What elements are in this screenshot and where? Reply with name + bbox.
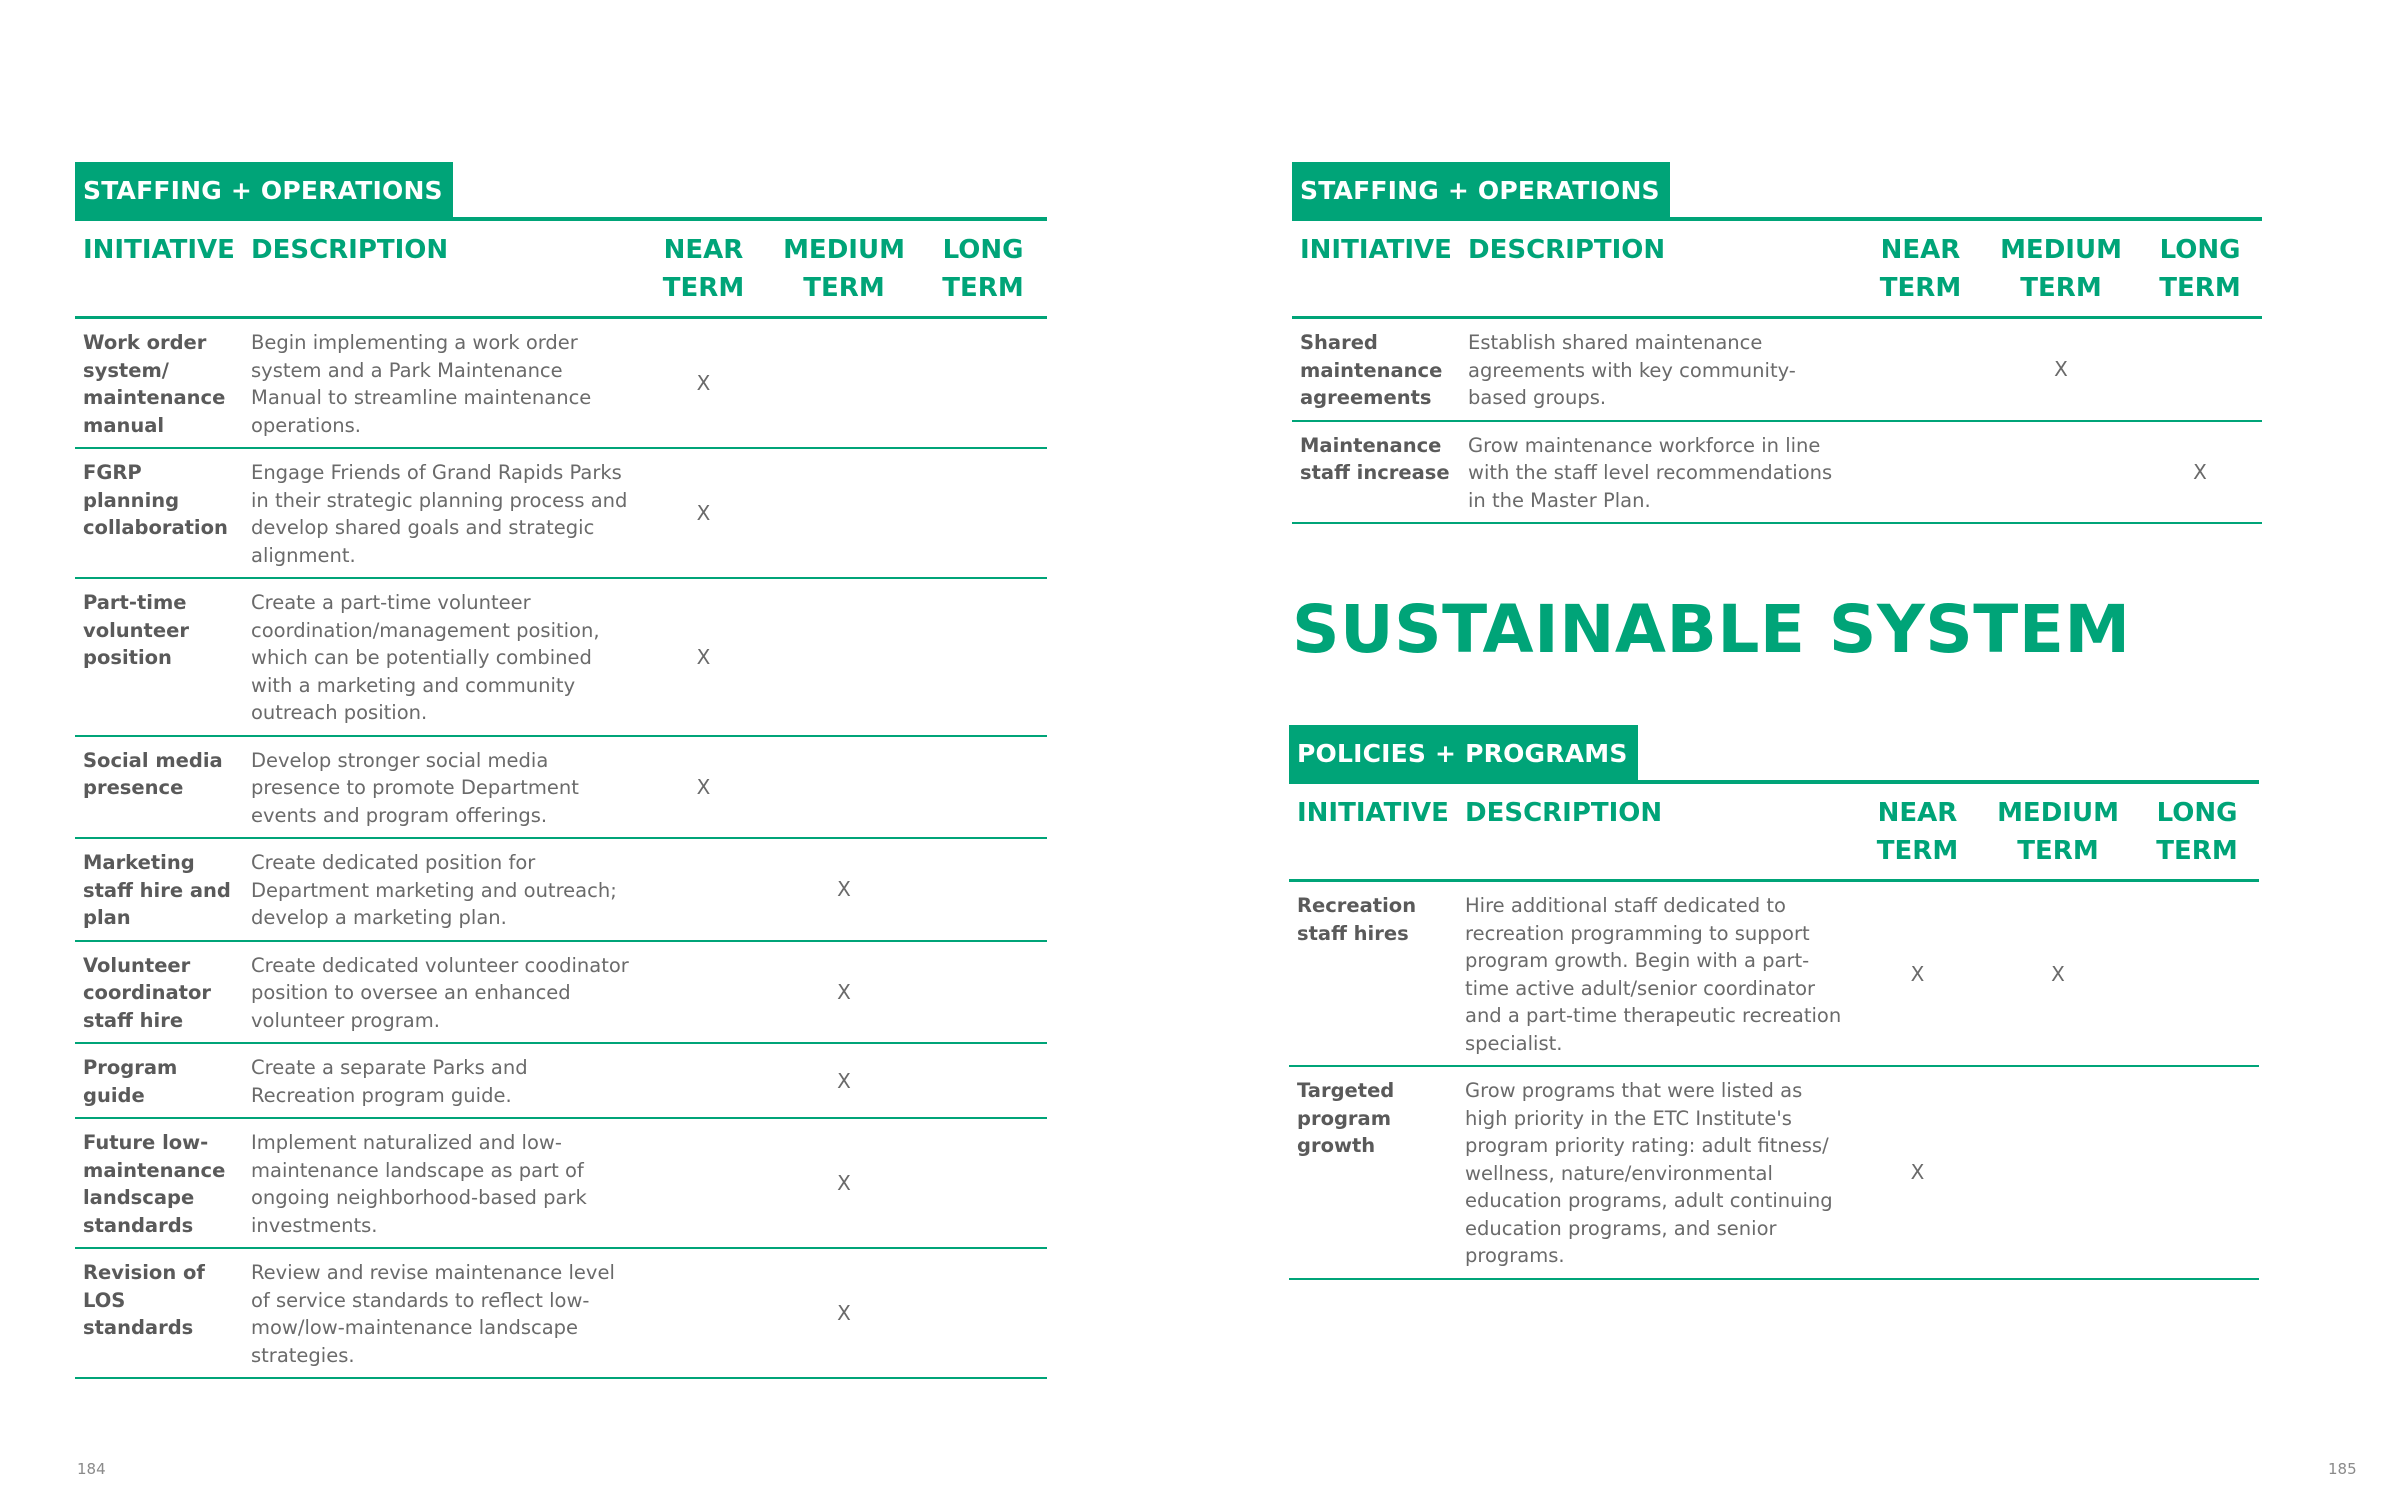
row-description: Create dedicated volunteer coodinator position to oversee an enhanced volunteer program. [251, 953, 629, 1032]
table-row [75, 1044, 1047, 1119]
row-initiative: Targeted program growth [1297, 1079, 1395, 1157]
row-initiative: Shared maintenance agreements [1300, 331, 1443, 409]
medium-term-mark: X [837, 1301, 851, 1325]
long-term-mark [2133, 882, 2261, 1065]
medium-term-mark: X [837, 877, 851, 902]
long-term-mark [919, 839, 1047, 940]
medium-term-mark: X [837, 979, 851, 1004]
header-description: DESCRIPTION [1465, 798, 1663, 828]
medium-term-mark [769, 319, 919, 447]
header-medium-term: MEDIUM TERM [1997, 798, 2119, 866]
table-body [1292, 319, 2262, 524]
long-term-mark [919, 1249, 1047, 1377]
header-description: DESCRIPTION [1468, 235, 1666, 265]
table-header [1289, 784, 2259, 882]
row-initiative: Work order system/ maintenance manual [83, 331, 226, 437]
row-description: Create a separate Parks and Recreation program guide. [251, 1056, 528, 1107]
medium-term-mark [769, 449, 919, 577]
row-description: Establish shared maintenance agreements with key community-based groups. [1468, 331, 1796, 409]
table-row [1292, 422, 2262, 525]
table-row [1292, 319, 2262, 422]
near-term-mark: X [696, 644, 711, 669]
long-term-mark [919, 1119, 1047, 1247]
long-term-mark [2133, 1067, 2261, 1278]
row-description: Grow programs that were listed as high priority in the ETC Institute's program priority rating: adult fitness/ wellness, nature/environmental education programs, adult continuing education programs, and senior programs. [1465, 1079, 1833, 1267]
section-tag: STAFFING + OPERATIONS [75, 162, 453, 217]
row-description: Create dedicated position for Department marketing and outreach; develop a marketing plan. [251, 851, 617, 929]
near-term-mark: X [1910, 1160, 1925, 1185]
row-initiative: Program guide [83, 1056, 178, 1107]
section-title: SUSTAINABLE SYSTEM [1292, 591, 2131, 668]
row-initiative: Future low-maintenance landscape standards [83, 1131, 226, 1237]
near-term-mark [638, 942, 769, 1043]
long-term-mark [919, 737, 1047, 838]
medium-term-mark: X [2054, 357, 2068, 382]
medium-term-mark [769, 579, 919, 735]
table-row [75, 579, 1047, 737]
long-term-mark [2136, 319, 2264, 420]
medium-term-mark: X [837, 1068, 851, 1093]
page-number-left: 184 [77, 1460, 106, 1478]
header-medium-term: MEDIUM TERM [2000, 235, 2122, 303]
long-term-mark [919, 319, 1047, 447]
table-row [75, 839, 1047, 942]
table-row [75, 1119, 1047, 1249]
table-header [75, 221, 1047, 319]
long-term-mark [919, 579, 1047, 735]
table-tag [1289, 725, 2259, 780]
header-initiative: INITIATIVE [1300, 235, 1452, 265]
near-term-mark: X [1910, 961, 1925, 986]
near-term-mark: X [696, 371, 711, 395]
section-tag: POLICIES + PROGRAMS [1289, 725, 1638, 780]
header-long-term: LONG TERM [942, 235, 1024, 303]
page-number-right: 185 [2328, 1460, 2357, 1478]
near-term-mark: X [696, 774, 711, 799]
policies-programs-table [1289, 725, 2259, 1280]
header-near-term: NEAR TERM [1879, 235, 1962, 303]
near-term-mark [638, 839, 769, 940]
table-header [1292, 221, 2262, 319]
table-row [75, 942, 1047, 1045]
table-row [75, 449, 1047, 579]
near-term-mark [638, 1044, 769, 1117]
row-initiative: Social media presence [83, 748, 223, 799]
near-term-mark [1855, 319, 1986, 420]
row-description: Begin implementing a work order system and a Park Maintenance Manual to streamline maintenance operations. [251, 331, 592, 437]
long-term-mark [919, 942, 1047, 1043]
table-tag [75, 162, 1047, 217]
table-row [1289, 882, 2259, 1067]
medium-term-mark [1986, 422, 2136, 523]
row-initiative: Maintenance staff increase [1300, 433, 1450, 484]
table-row [75, 737, 1047, 840]
table-row [1289, 1067, 2259, 1280]
near-term-mark [638, 1119, 769, 1247]
header-initiative: INITIATIVE [83, 235, 235, 265]
near-term-mark [1855, 422, 1986, 523]
row-initiative: Marketing staff hire and plan [83, 851, 231, 929]
header-long-term: LONG TERM [2156, 798, 2238, 866]
header-initiative: INITIATIVE [1297, 798, 1449, 828]
row-description: Develop stronger social media presence to promote Department events and program offerings. [251, 748, 579, 827]
header-description: DESCRIPTION [251, 235, 449, 265]
row-description: Review and revise maintenance level of service standards to reflect low-mow/low-maintenance landscape strategies. [251, 1261, 615, 1367]
medium-term-mark: X [837, 1171, 851, 1195]
table-row [75, 319, 1047, 449]
row-description: Engage Friends of Grand Rapids Parks in their strategic planning process and develop shared goals and strategic alignment. [251, 461, 628, 567]
row-description: Hire additional staff dedicated to recreation programming to support program growth. Begin with a part-time active adult/senior coordinator and a part-time therapeutic recreation specialist. [1465, 894, 1842, 1055]
table-tag [1292, 162, 2262, 217]
medium-term-mark [769, 737, 919, 838]
section-tag: STAFFING + OPERATIONS [1292, 162, 1670, 217]
row-description: Implement naturalized and low-maintenance landscape as part of ongoing neighborhood-based park investments. [251, 1131, 587, 1237]
long-term-mark [919, 1044, 1047, 1117]
row-initiative: Revision of LOS standards [83, 1261, 205, 1339]
row-initiative: Volunteer coordinator staff hire [83, 953, 211, 1032]
row-initiative: Part-time volunteer position [83, 591, 189, 669]
near-term-mark: X [696, 501, 711, 525]
staffing-operations-table-left [75, 162, 1047, 1379]
near-term-mark [638, 1249, 769, 1377]
medium-term-mark: X [2051, 961, 2065, 986]
medium-term-mark [1983, 1067, 2133, 1278]
staffing-operations-table-right [1292, 162, 2262, 524]
row-initiative: FGRP planning collaboration [83, 461, 228, 539]
header-long-term: LONG TERM [2159, 235, 2241, 303]
row-description: Grow maintenance workforce in line with the staff level recommendations in the Master Plan. [1468, 433, 1833, 512]
table-body [75, 319, 1047, 1379]
table-body [1289, 882, 2259, 1280]
row-initiative: Recreation staff hires [1297, 894, 1417, 945]
row-description: Create a part-time volunteer coordination/management position, which can be potentially combined with a marketing and community outreach position. [251, 591, 600, 724]
table-row [75, 1249, 1047, 1379]
header-near-term: NEAR TERM [1876, 798, 1959, 866]
long-term-mark [919, 449, 1047, 577]
header-near-term: NEAR TERM [662, 235, 745, 303]
long-term-mark: X [2193, 459, 2207, 484]
header-medium-term: MEDIUM TERM [783, 235, 905, 303]
